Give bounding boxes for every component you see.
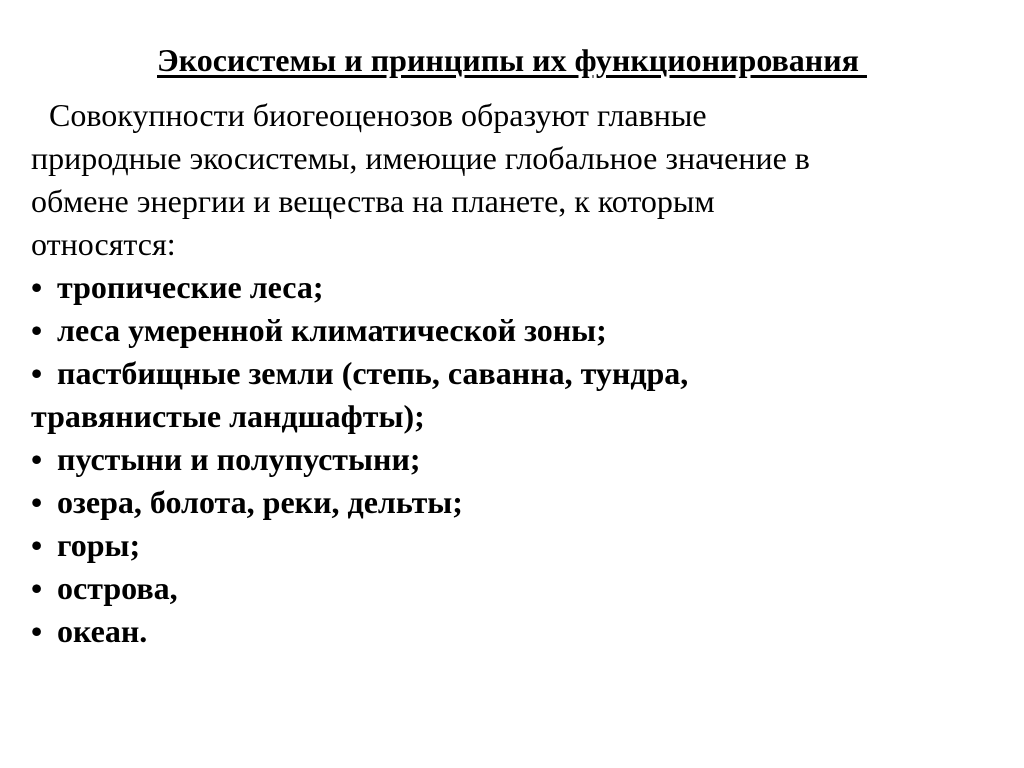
list-item <box>31 266 1001 309</box>
list-item-label: горы; <box>57 527 141 563</box>
intro-paragraph <box>31 94 1001 266</box>
bullet-icon: • <box>31 441 43 477</box>
list-item <box>31 524 1001 567</box>
list-item <box>31 352 1001 395</box>
bullet-icon: • <box>31 355 43 391</box>
list-item <box>31 438 1001 481</box>
list-item-label: океан. <box>57 613 148 649</box>
intro-line: Совокупности биогеоценозов образуют главные <box>49 97 707 133</box>
list-item-label: леса умеренной климатической зоны; <box>57 312 607 348</box>
bullet-icon: • <box>31 484 43 520</box>
list-item-label: пустыни и полупустыни; <box>57 441 421 477</box>
list-item-label: озера, болота, реки, дельты; <box>57 484 463 520</box>
list-item <box>31 610 1001 653</box>
list-item-label: травянистые ландшафты); <box>31 398 425 434</box>
list-item <box>31 567 1001 610</box>
list-item-label: тропические леса; <box>57 269 324 305</box>
bullet-icon: • <box>31 613 43 649</box>
bullet-icon: • <box>31 269 43 305</box>
bullet-icon: • <box>31 570 43 606</box>
list-item-label: острова, <box>57 570 178 606</box>
list-item-continuation <box>31 395 1001 438</box>
bullet-icon: • <box>31 527 43 563</box>
slide-body <box>31 94 1001 653</box>
slide-title: Экосистемы и принципы их функционирования <box>157 42 867 78</box>
list-item <box>31 481 1001 524</box>
intro-line: относятся: <box>31 226 176 262</box>
intro-line: обмене энергии и вещества на планете, к которым <box>31 183 715 219</box>
bullet-icon: • <box>31 312 43 348</box>
intro-line: природные экосистемы, имеющие глобальное значение в <box>31 140 810 176</box>
list-item-label: пастбищные земли (степь, саванна, тундра, <box>57 355 689 391</box>
list-item <box>31 309 1001 352</box>
ecosystem-list <box>31 266 1001 653</box>
